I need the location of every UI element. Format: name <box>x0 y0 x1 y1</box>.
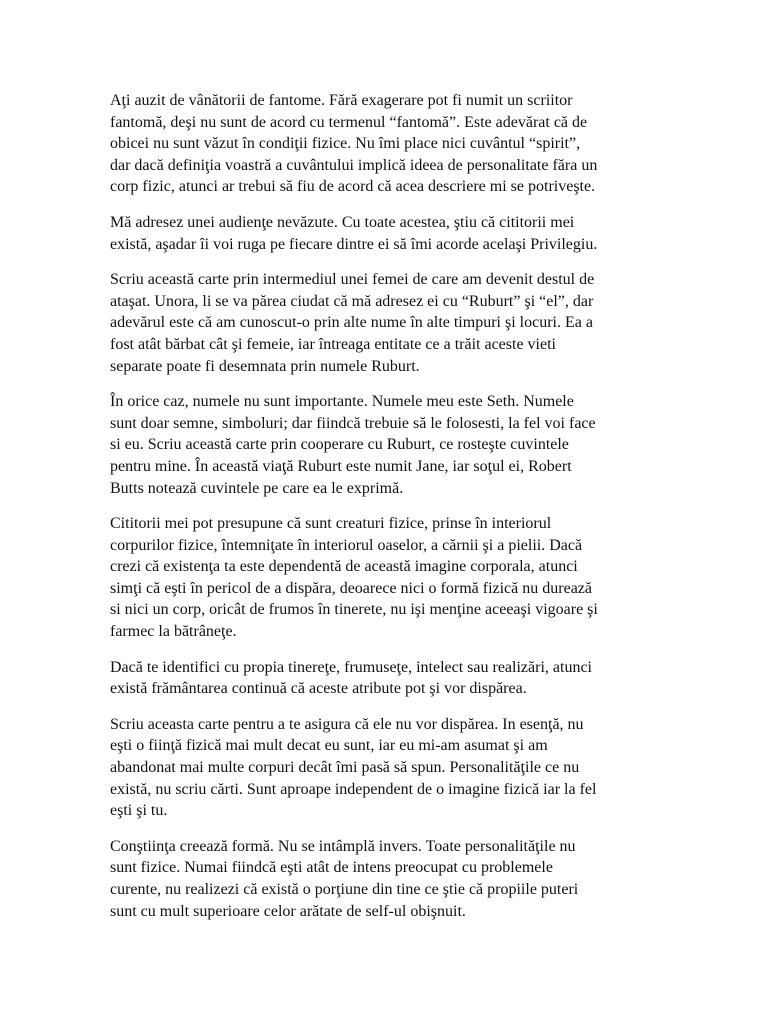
text-line: există, aşadar îi voi ruga pe fiecare dintre ei să îmi acorde acelaşi Privilegiu. <box>110 235 598 253</box>
text-line: eşti şi tu. <box>110 802 168 820</box>
text-line: farmec la bătrâneţe. <box>110 623 237 641</box>
text-line: eşti o fiinţă fizică mai mult decat eu sunt, iar eu mi-am asumat şi am <box>110 737 548 755</box>
text-line: Conştiinţa creează formă. Nu se intâmplă invers. Toate personalităţile nu <box>110 837 576 855</box>
text-line: Mă adresez unei audienţe nevăzute. Cu toate acestea, ştiu că cititorii mei <box>110 213 575 231</box>
text-line: există frământarea continuă că aceste atribute pot şi vor dispărea. <box>110 680 527 698</box>
text-line: corp fizic, atunci ar trebui să fiu de acord că acea descriere mi se potriveşte. <box>110 178 596 196</box>
text-line: există, nu scriu cărti. Sunt aproape independent de o imagine fizică iar la fel <box>110 780 597 798</box>
text-line: Butts notează cuvintele pe care ea le exprimă. <box>110 479 404 497</box>
paragraph-1 <box>110 90 680 198</box>
text-line: si eu. Scriu această carte prin cooperare cu Ruburt, ce rosteşte cuvintele <box>110 436 569 454</box>
text-line: separate poate fi desemnata prin numele Ruburt. <box>110 357 420 375</box>
text-line: Scriu aceasta carte pentru a te asigura că ele nu vor dispărea. In esenţă, nu <box>110 715 584 733</box>
text-line: Scriu această carte prin intermediul unei femei de care am devenit destul de <box>110 271 595 289</box>
text-line: Cititorii mei pot presupune că sunt creaturi fizice, prinse în interiorul <box>110 515 552 533</box>
paragraph-7 <box>110 714 680 822</box>
paragraph-3 <box>110 269 680 377</box>
paragraph-4 <box>110 391 680 499</box>
paragraph-5 <box>110 513 680 643</box>
paragraph-2 <box>110 212 680 255</box>
text-line: pentru mine. În această viaţă Ruburt este numit Jane, iar soţul ei, Robert <box>110 457 572 475</box>
text-line: abandonat mai multe corpuri decât îmi pasă să spun. Personalităţile ce nu <box>110 759 580 777</box>
text-line: Dacă te identifici cu propia tinereţe, frumuseţe, intelect sau realizări, atunci <box>110 658 592 676</box>
text-line: fantomă, deşi nu sunt de acord cu termenul “fantomă”. Este adevărat că de <box>110 113 588 131</box>
text-line: corpurilor fizice, întemniţate în interiorul oaselor, a cărnii şi a pielii. Dacă <box>110 536 583 554</box>
text-line: obicei nu sunt văzut în condiţii fizice. Nu îmi place nici cuvântul “spirit”, <box>110 135 581 153</box>
text-line: În orice caz, numele nu sunt importante. Numele meu este Seth. Numele <box>110 393 574 411</box>
text-line: crezi că existenţa ta este dependentă de această imagine corporala, atunci <box>110 558 578 576</box>
document-page <box>110 90 680 936</box>
paragraph-6 <box>110 657 680 700</box>
text-line: sunt doar semne, simboluri; dar fiindcă trebuie să le folosesti, la fel voi face <box>110 414 596 432</box>
paragraph-8 <box>110 836 680 922</box>
text-line: ataşat. Unora, li se va părea ciudat că mă adresez ei cu “Ruburt” şi “el”, dar <box>110 292 594 310</box>
text-line: adevărul este că am cunoscut-o prin alte nume în alte timpuri şi locuri. Ea a <box>110 314 593 332</box>
text-line: curente, nu realizezi că există o porţiune din tine ce ştie că propiile puteri <box>110 881 579 898</box>
text-line: si nici un corp, oricât de frumos în tinerete, nu işi menţine aceeaşi vigoare şi <box>110 601 598 619</box>
text-line: sunt fizice. Numai fiindcă eşti atât de intens preocupat cu problemele <box>110 859 553 877</box>
text-line: dar dacă definiţia voastră a cuvântului implică ideea de personalitate făra un <box>110 156 598 174</box>
text-line: sunt cu mult superioare celor arătate de self-ul obişnuit. <box>110 902 466 920</box>
text-line: simţi că eşti în pericol de a dispăra, deoarece nici o formă fizică nu durează <box>110 579 592 597</box>
text-line: Aţi auzit de vânătorii de fantome. Fără exagerare pot fi numit un scriitor <box>110 92 573 109</box>
text-line: fost atât bărbat cât şi femeie, iar întreaga entitate ce a trăit aceste vieti <box>110 335 556 353</box>
